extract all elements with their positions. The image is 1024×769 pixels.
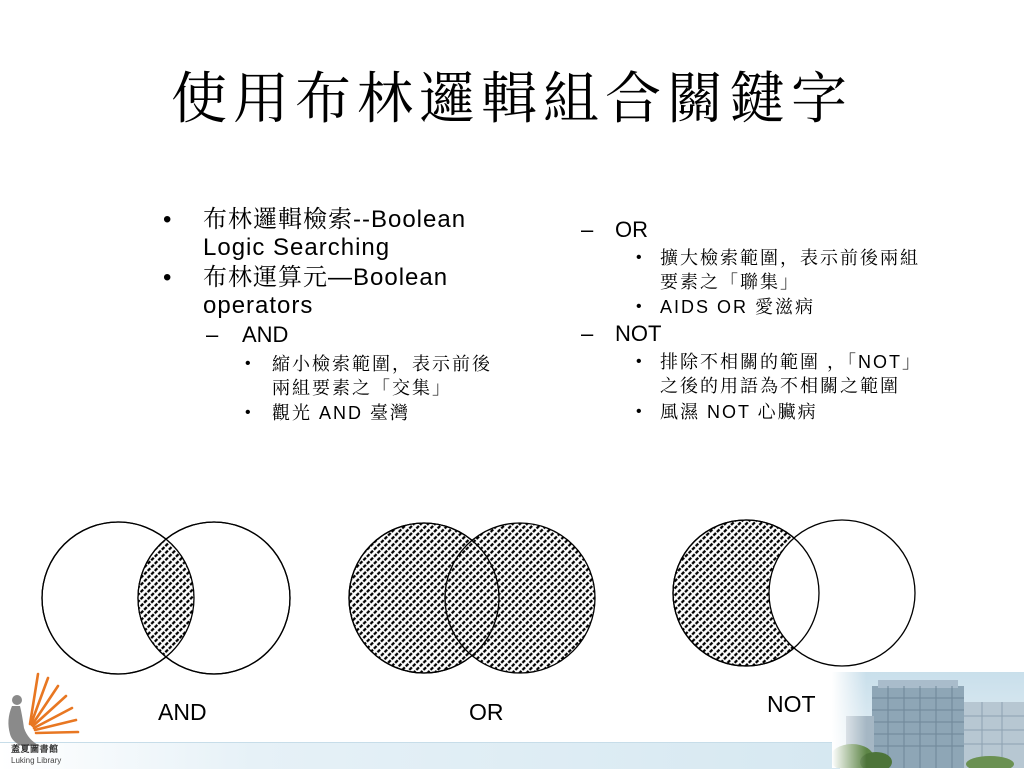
- not-description-item: [633, 350, 922, 398]
- footer-band: [0, 742, 840, 769]
- venn-and: [42, 522, 290, 674]
- and-description-item: [242, 352, 492, 400]
- sub-item-label: OR: [615, 217, 648, 242]
- text-line: operators: [203, 292, 314, 319]
- text-line: 擴大檢索範圍，表示前後兩組: [660, 248, 920, 268]
- text-line: 之後的用語為不相關之範圍: [660, 376, 900, 396]
- bullet-item-boolean-logic-searching: [163, 206, 466, 262]
- sub-item-label: NOT: [615, 321, 662, 346]
- bullet-text: 風濕 NOT 心臟病: [660, 402, 818, 422]
- venn-or-label: OR: [469, 699, 504, 725]
- or-example-item: [633, 295, 815, 319]
- sub-item-and: [206, 322, 288, 348]
- bullet-marker: •: [163, 206, 173, 233]
- bullet-marker: •: [245, 355, 253, 372]
- venn-and-label: AND: [158, 699, 207, 725]
- venn-diagrams: [0, 510, 1024, 690]
- text-line: 排除不相關的範圍 ，「NOT」: [660, 352, 922, 372]
- dash-marker: –: [206, 322, 219, 347]
- bullet-marker: •: [163, 264, 173, 291]
- text-line: 布林邏輯檢索--Boolean: [203, 206, 467, 233]
- text-line: 縮小檢索範圍，表示前後: [272, 354, 492, 374]
- library-building-photo: [832, 672, 1024, 768]
- bullet-text: AIDS OR 愛滋病: [660, 297, 816, 317]
- bullet-text: [633, 246, 920, 294]
- text-line: 布林運算元—Boolean: [203, 264, 449, 291]
- bullet-text: [163, 264, 448, 320]
- or-description-item: [633, 246, 920, 294]
- bullet-marker: •: [245, 404, 253, 421]
- bullet-marker: •: [636, 249, 644, 266]
- dash-marker: –: [581, 217, 594, 242]
- bullet-item-boolean-operators: [163, 264, 448, 320]
- bullet-marker: •: [636, 353, 644, 370]
- text-line: 兩組要素之「交集」: [272, 378, 452, 398]
- bullet-text: 觀光 AND 臺灣: [272, 403, 411, 423]
- not-example-item: [633, 400, 818, 424]
- bullet-text: [242, 352, 492, 400]
- text-line: Logic Searching: [203, 234, 391, 261]
- not-right-circle: [769, 520, 915, 666]
- bullet-text: [633, 350, 922, 398]
- sub-item-or: [581, 217, 648, 243]
- text-line: 要素之「聯集」: [660, 272, 800, 292]
- venn-not-label: NOT: [767, 691, 816, 717]
- library-name: 蓋夏圖書館: [11, 744, 59, 754]
- and-example-item: [242, 401, 410, 425]
- sub-item-label: AND: [242, 322, 289, 347]
- sub-item-not: [581, 321, 661, 347]
- dash-marker: –: [581, 321, 594, 346]
- bullet-marker: •: [636, 403, 644, 420]
- bullet-marker: •: [636, 298, 644, 315]
- venn-not: [673, 520, 915, 666]
- venn-or: [349, 523, 595, 673]
- bullet-text: [163, 206, 466, 262]
- or-right-circle: [445, 523, 595, 673]
- slide-title: 使用布林邏輯組合關鍵字: [171, 67, 853, 132]
- library-name-en: Luking Library: [11, 756, 62, 765]
